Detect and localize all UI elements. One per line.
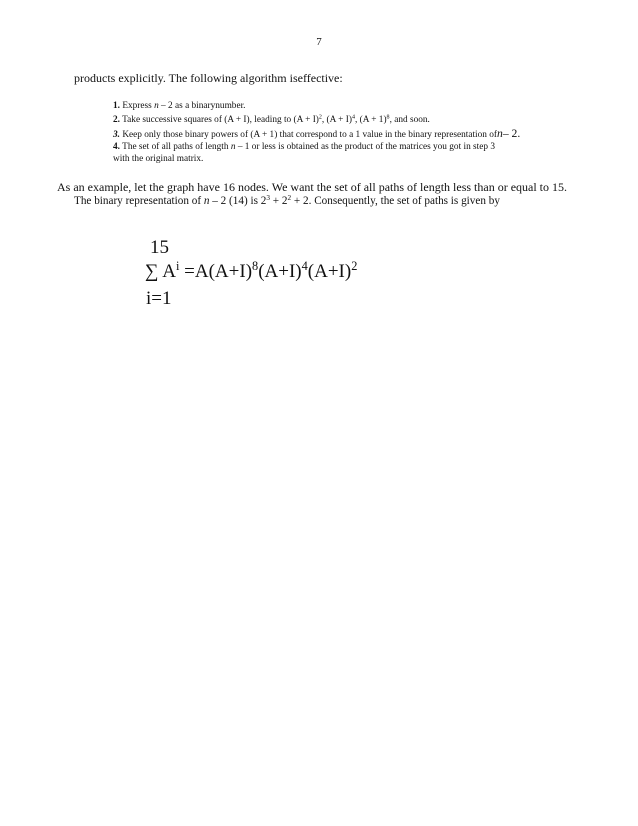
algorithm-step-1 (113, 100, 245, 112)
step-text: Keep only those binary powers of (A + 1) that correspond to a 1 value in the binary representation of (122, 130, 497, 140)
paragraph-text: + 2 (269, 195, 288, 207)
step-text: , (A + I) (321, 115, 352, 125)
step-number: 2. (113, 115, 120, 125)
variable-n: n (203, 195, 210, 207)
step-text: – 2 as a binarynumber. (158, 101, 246, 111)
algorithm-step-4-continued: with the original matrix. (113, 154, 204, 164)
variable-n: n (230, 142, 236, 152)
step-text: , and soon. (389, 115, 430, 125)
step-text: Take successive squares of (A + I), leading to (A + I) (122, 115, 319, 125)
exponent: 2 (318, 114, 322, 121)
sum-expression (145, 261, 357, 283)
algorithm-step-2 (113, 114, 430, 126)
exponent: 8 (386, 114, 390, 121)
step-text: Express (122, 101, 155, 111)
variable-n: n (497, 127, 503, 140)
term-exponent: i (175, 259, 180, 274)
step-text: The set of all paths of length (122, 142, 231, 152)
algorithm-step-3 (113, 128, 520, 141)
paragraph-text: + 2. Consequently, the set of paths is given by (291, 195, 500, 207)
equation-rhs: $=A(A+I)^8(A+I)^4(A+I)^2$ (184, 259, 358, 282)
step-text: – 2. (502, 127, 521, 140)
paragraph-text: – 2 (14) is 2 (209, 195, 267, 207)
sum-lower-limit: i=1 (146, 288, 172, 309)
step-number: 1. (113, 101, 120, 111)
paragraph-text: The binary representation of (74, 195, 204, 207)
example-paragraph: As an example, let the graph have 16 nodes. We want the set of all paths of length less than or equal to 15. (57, 180, 568, 194)
page-number: 7 (316, 36, 322, 48)
step-text: – 1 or less is obtained as the product of the matrices you got in step 3 (235, 142, 495, 152)
sum-upper-limit: 15 (150, 237, 169, 258)
exponent: 3 (266, 194, 270, 202)
exponent: 2 (287, 194, 292, 202)
step-number: 4. (113, 142, 120, 152)
variable-n: n (154, 101, 159, 111)
algorithm-step-4 (113, 141, 495, 153)
term: A (162, 261, 176, 282)
sigma-symbol: ∑ (145, 261, 159, 282)
exponent: 4 (351, 114, 355, 121)
step-number: 3. (113, 130, 120, 140)
binary-representation-paragraph (74, 195, 500, 207)
intro-paragraph: products explicitly. The following algorithm iseffective: (74, 71, 343, 85)
step-text: , (A + 1) (354, 115, 387, 125)
